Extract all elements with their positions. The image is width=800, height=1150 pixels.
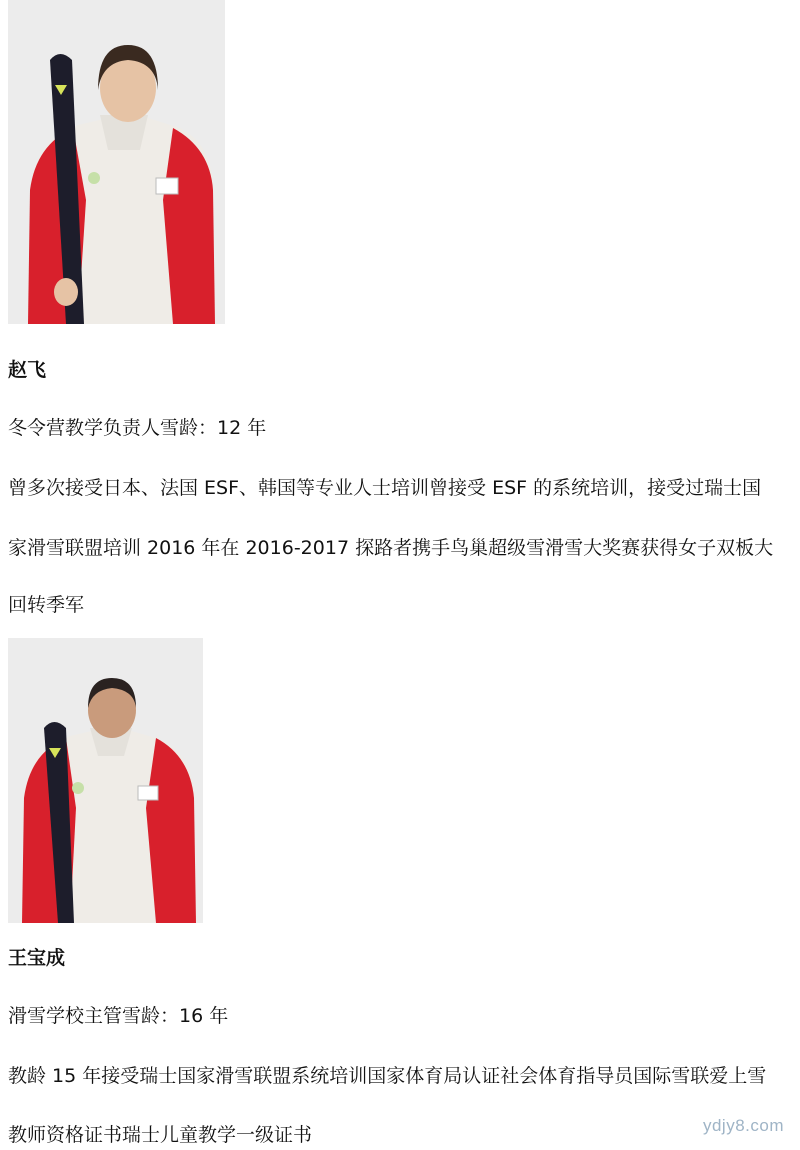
instructor-title: 滑雪学校主管雪龄：16 年	[8, 1005, 229, 1027]
instructor-photo-wang-baocheng	[8, 638, 203, 923]
instructor-name: 王宝成	[8, 947, 66, 969]
instructor-bio-line: 家滑雪联盟培训 2016 年在 2016-2017 探路者携手鸟巢超级雪滑雪大奖赛获得女子双板大	[8, 537, 774, 559]
instructor-photo-zhao-fei	[8, 0, 225, 324]
instructor-bio-line: 教师资格证书瑞士儿童教学一级证书	[8, 1124, 313, 1146]
instructor-bio-line: 曾多次接受日本、法国 ESF、韩国等专业人士培训曾接受 ESF 的系统培训，接受过瑞士国	[8, 477, 762, 499]
site-watermark: ydjy8.com	[702, 1116, 784, 1135]
instructor-bio-line: 教龄 15 年接受瑞士国家滑雪联盟系统培训国家体育局认证社会体育指导员国际雪联爱上雪	[8, 1065, 767, 1087]
instructor-title: 冬令营教学负责人雪龄：12 年	[8, 417, 267, 439]
instructor-bio-line: 回转季军	[8, 594, 85, 616]
instructor-name: 赵飞	[8, 359, 47, 381]
